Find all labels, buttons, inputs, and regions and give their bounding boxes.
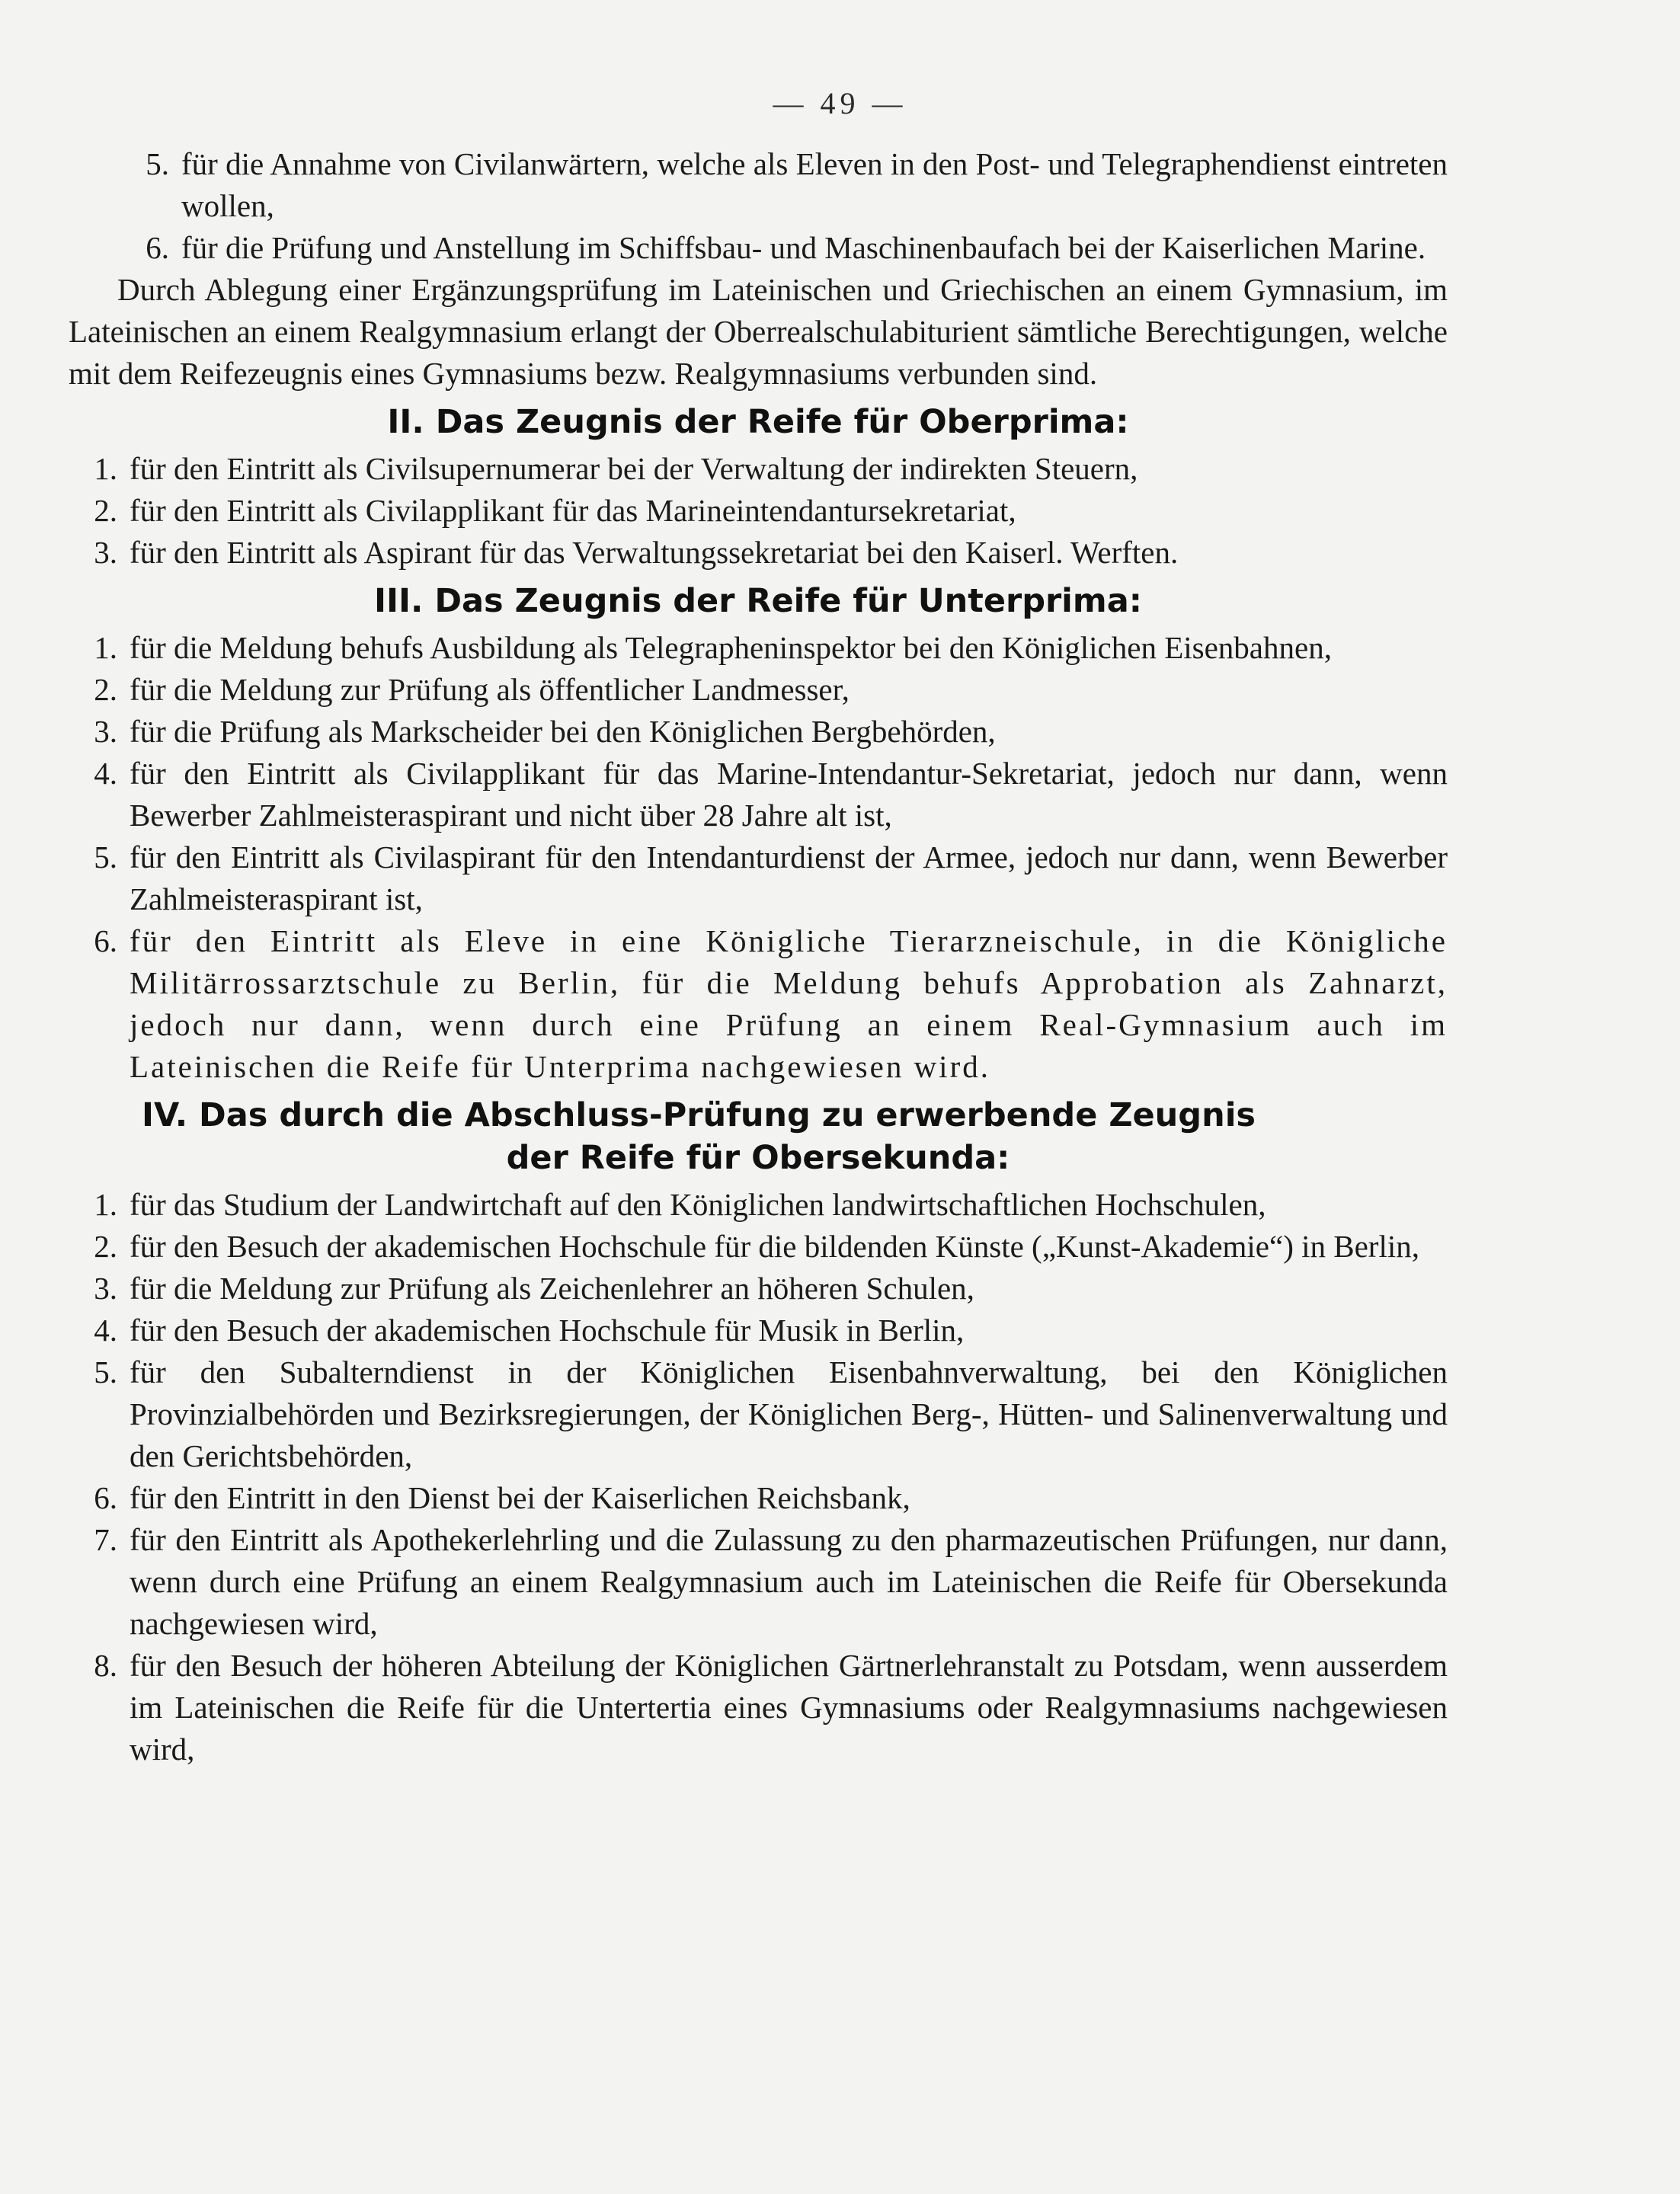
item-number: 4. [94,756,117,791]
item-number: 3. [94,535,117,570]
list-item [69,1645,1448,1770]
page-number: — 49 — [773,86,907,120]
list-item [69,836,1448,920]
list-item [69,143,1448,227]
list-item [69,448,1448,490]
item-text: für das Studium der Landwirtchaft auf den Königlichen landwirtschaftlichen Hochschulen, [130,1187,1266,1222]
list-item [69,490,1448,532]
item-text: für die Meldung behufs Ausbildung als Telegrapheninspektor bei den Königlichen Eisenbahnen, [130,630,1332,665]
item-text: für den Eintritt als Apothekerlehrling und die Zulassung zu den pharmazeutischen Prüfungen, nur dann, wenn durch eine Prüfung an einem Realgymnasium auch im Lateinischen die Reife für Obersekunda nachgewiesen wird, [130,1522,1448,1641]
item-number: 1. [94,451,117,486]
item-number: 7. [94,1522,117,1557]
item-text: für die Prüfung und Anstellung im Schiffsbau- und Maschinenbaufach bei der Kaiserlichen Marine. [181,230,1426,265]
item-text: für die Prüfung als Markscheider bei den Königlichen Bergbehörden, [130,714,996,749]
item-text: für den Eintritt in den Dienst bei der Kaiserlichen Reichsbank, [130,1480,910,1515]
list-item [69,532,1448,574]
item-number: 8. [94,1648,117,1683]
item-text: für den Besuch der höheren Abteilung der Königlichen Gärtnerlehranstalt zu Potsdam, wenn ausserdem im Lateinischen die Reife für die Untertertia eines Gymnasiums oder Realgymnasiums nachgewiesen wird, [130,1648,1448,1767]
item-text: für die Meldung zur Prüfung als öffentlicher Landmesser, [130,672,850,707]
list-item [69,1226,1448,1268]
item-text: für den Besuch der akademischen Hochschule für Musik in Berlin, [130,1313,965,1348]
body-paragraph: Durch Ablegung einer Ergänzungsprüfung im Lateinischen und Griechischen an einem Gymnasium, im Lateinischen an einem Realgymnasium erlangt der Oberrealschulabiturient sämtliche Berechtigungen, welche mit dem Reifezeugnis eines Gymnasiums bezw. Realgymnasiums verbunden sind. [69,272,1448,391]
item-text: für den Eintritt als Aspirant für das Verwaltungssekretariat bei den Kaiserl. Werften. [130,535,1179,570]
list-item [69,1184,1448,1226]
item-number: 1. [94,1187,117,1222]
item-number: 3. [94,1271,117,1306]
list-item [69,1519,1448,1645]
list-item [69,753,1448,836]
list-item [69,711,1448,753]
item-number: 4. [94,1313,117,1348]
item-number: 6. [94,1480,117,1515]
item-number: 5. [94,1354,117,1390]
section-heading-oberprima: II. Das Zeugnis der Reife für Oberprima: [387,403,1129,441]
list-item [69,920,1448,1088]
page-body [69,143,1448,1770]
item-number: 2. [94,672,117,707]
item-text: für den Eintritt als Civilapplikant für das Marine-Intendantur-Sekretariat, jedoch nur dann, wenn Bewerber Zahlmeisteraspirant und nicht über 28 Jahre alt ist, [130,756,1448,833]
section-heading-line1: IV. Das durch die Abschluss-Prüfung zu erwerbende Zeugnis [142,1096,1256,1134]
list-item [69,1351,1448,1477]
item-number: 2. [94,493,117,528]
item-number: 6. [146,230,169,265]
item-number: 5. [94,840,117,875]
item-text: für den Eintritt als Eleve in eine Königliche Tierarzneischule, in die Königliche Militärrossarztschule zu Berlin, für die Meldung behufs Approbation als Zahnarzt, jedoch nur dann, wenn durch eine Prüfung an einem Real-Gymnasium auch im Lateinischen die Reife für Unterprima nachgewiesen wird. [130,923,1448,1084]
item-number: 2. [94,1229,117,1264]
item-number: 1. [94,630,117,665]
item-number: 6. [94,923,117,958]
list-item [69,627,1448,669]
section-heading-line2: der Reife für Obersekunda: [506,1139,1010,1177]
section-heading-unterprima: III. Das Zeugnis der Reife für Unterprima: [374,582,1142,620]
item-text: für den Besuch der akademischen Hochschule für die bildenden Künste („Kunst-Akademie“) in Berlin, [130,1229,1419,1264]
item-text: für die Annahme von Civilanwärtern, welche als Eleven in den Post- und Telegraphendienst eintreten wollen, [181,146,1448,223]
item-text: für den Eintritt als Civilapplikant für das Marineintendantursekretariat, [130,493,1016,528]
list-item [69,1310,1448,1351]
list-item [69,669,1448,711]
item-number: 5. [146,146,169,181]
item-text: für den Subalterndienst in der Königlichen Eisenbahnverwaltung, bei den Königlichen Provinzialbehörden und Bezirksregierungen, der Königlichen Berg-, Hütten- und Salinenverwaltung und den Gerichtsbehörden, [130,1354,1448,1473]
section-heading-obersekunda [69,1094,1448,1179]
item-text: für die Meldung zur Prüfung als Zeichenlehrer an höheren Schulen, [130,1271,974,1306]
list-item [69,227,1448,269]
item-text: für den Eintritt als Civilsupernumerar bei der Verwaltung der indirekten Steuern, [130,451,1138,486]
item-number: 3. [94,714,117,749]
list-item [69,1268,1448,1310]
list-item [69,1477,1448,1519]
item-text: für den Eintritt als Civilaspirant für den Intendanturdienst der Armee, jedoch nur dann, wenn Bewerber Zahlmeisteraspirant ist, [130,840,1448,916]
